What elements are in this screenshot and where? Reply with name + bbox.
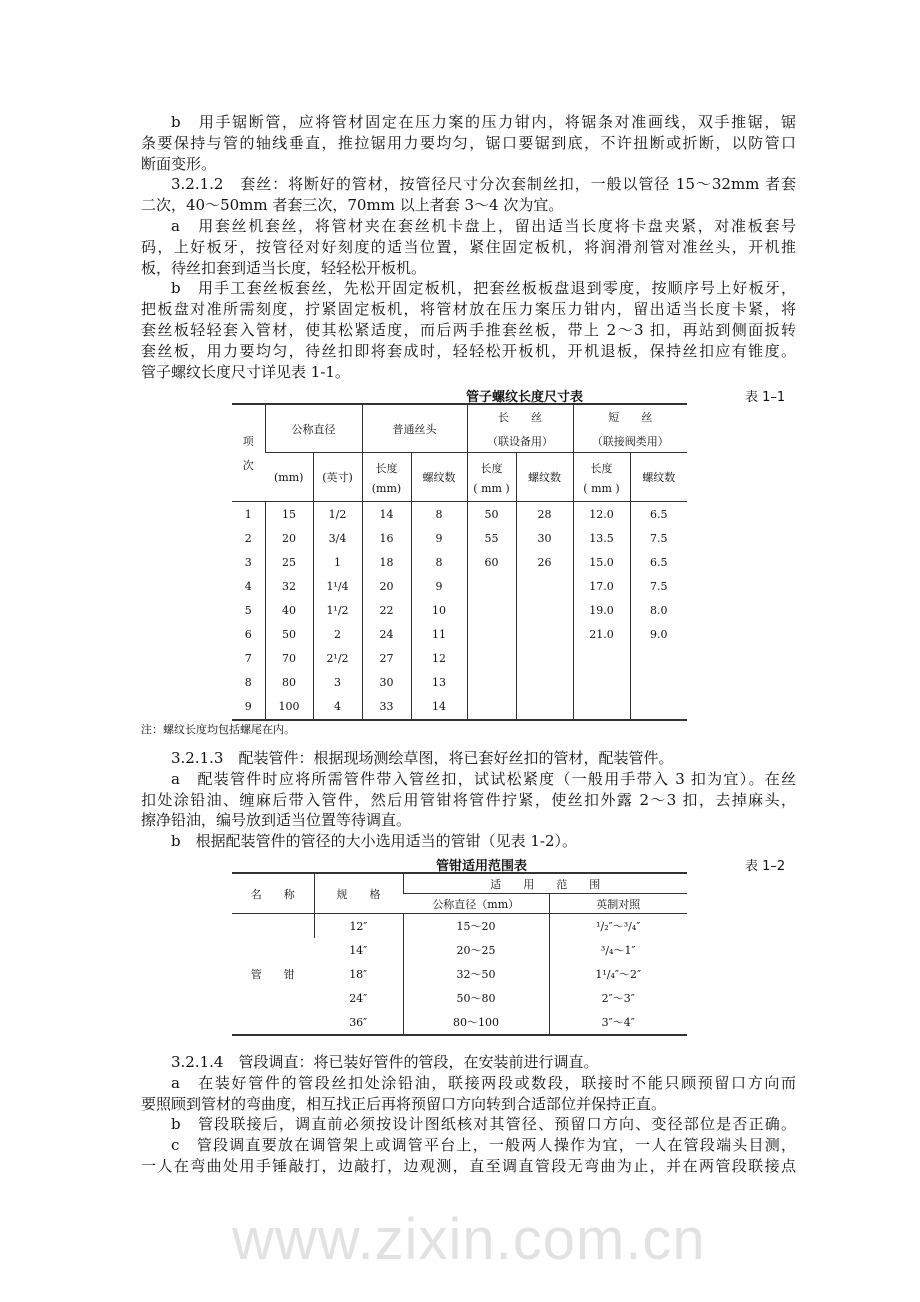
table-cell: 20 bbox=[265, 526, 313, 550]
table-cell: 27 bbox=[362, 647, 411, 671]
text-line: 二次，40～50mm 者套三次，70mm 以上者套 3～4 次为宜。 bbox=[141, 196, 564, 215]
table-cell: 100 bbox=[265, 695, 313, 720]
table-cell: 8 bbox=[411, 502, 467, 527]
text-line: b 用手工套丝板套丝，先松开固定板机，把套丝板板盘退到零度，按顺序号上好板牙， bbox=[171, 279, 796, 298]
table-row bbox=[232, 695, 687, 720]
table-cell bbox=[467, 695, 516, 720]
table-cell bbox=[467, 671, 516, 695]
table-cell: 50～80 bbox=[403, 986, 549, 1010]
table-cell: 50 bbox=[467, 502, 516, 527]
tool-name: 管 钳 bbox=[232, 914, 314, 1036]
header-name: 名 称 bbox=[232, 873, 314, 914]
table-cell: 28 bbox=[516, 502, 573, 527]
header-long-thread bbox=[467, 404, 573, 453]
table-row bbox=[232, 647, 687, 671]
header-spec: 规 格 bbox=[314, 873, 403, 914]
header-long-label: 长 丝 bbox=[498, 410, 542, 424]
text-line: 3.2.1.2 套丝：将断好的管材，按管径尺寸分次套制丝扣，一般以管径 15～32mm 者套 bbox=[171, 175, 796, 194]
header-item bbox=[232, 404, 265, 502]
text-line: 套丝板，用力要均匀，待丝扣即将套成时，轻轻松开板机，开机退板，保持丝扣应有锥度。 bbox=[141, 341, 796, 360]
table-cell bbox=[516, 671, 573, 695]
text-line: 码，上好板牙，按管径对好刻度的适当位置，紧住固定板机，将润滑剂管对准丝头，开机推 bbox=[141, 237, 796, 256]
table-cell bbox=[630, 671, 687, 695]
table-cell: 17.0 bbox=[573, 574, 630, 598]
header-length-label: 长度 bbox=[375, 461, 398, 475]
table-2-title: 管钳适用范围表 bbox=[436, 859, 528, 874]
table-cell bbox=[467, 598, 516, 622]
table-row bbox=[232, 526, 687, 550]
text-line: a 在装好管件的管段丝扣处涂铅油，联接两段或数段，联接时不能只顾预留口方向而 bbox=[171, 1073, 796, 1092]
table-cell: 6 bbox=[244, 628, 252, 642]
table-cell: 2¹/2 bbox=[313, 647, 362, 671]
header-threads: 螺纹数 bbox=[630, 453, 687, 502]
table-cell: 55 bbox=[467, 526, 516, 550]
table-cell bbox=[630, 647, 687, 671]
header-length bbox=[362, 453, 411, 502]
text-line: 擦净铅油，编号放到适当位置等待调直。 bbox=[141, 811, 412, 830]
table-cell: 7 bbox=[244, 652, 252, 666]
header-short-sub: （联接阀类用） bbox=[591, 434, 669, 448]
table-2-number: 表 1–2 bbox=[745, 859, 786, 874]
table-cell: 25 bbox=[265, 550, 313, 574]
table-cell: 21.0 bbox=[573, 622, 630, 646]
text-line: a 配装管件时应将所需管件带入管丝扣，试试松紧度（一般用手带入 3 扣为宜）。在丝 bbox=[171, 769, 796, 788]
pipe-wrench-table bbox=[232, 872, 687, 1036]
table-cell: 24″ bbox=[349, 991, 368, 1005]
header-threads: 螺纹数 bbox=[411, 453, 467, 502]
header-long-sub: （联设备用） bbox=[487, 434, 553, 448]
header-length-unit: ( mm ) bbox=[583, 481, 620, 495]
table-cell: 33 bbox=[362, 695, 411, 720]
table-cell bbox=[516, 574, 573, 598]
text-line: 扣处涂铅油、缠麻后带入管件，然后用管钳将管件拧紧，使丝扣外露 2～3 扣，去掉麻头， bbox=[141, 790, 796, 809]
table-cell: 18″ bbox=[349, 967, 368, 981]
table-cell bbox=[467, 647, 516, 671]
table-1-number: 表 1–1 bbox=[745, 390, 786, 405]
text-line: 套丝板轻轻套入管材，使其松紧适度，而后两手推套丝板，带上 2～3 扣，再站到侧面扳转 bbox=[141, 320, 796, 339]
table-cell: 20 bbox=[362, 574, 411, 598]
table-cell: 7.5 bbox=[630, 526, 687, 550]
header-length-unit: (mm) bbox=[371, 481, 402, 495]
table-cell: ³/₄～1″ bbox=[549, 938, 687, 962]
header-nominal-diameter: 公称直径 bbox=[265, 404, 362, 453]
table-cell: 70 bbox=[265, 647, 313, 671]
table-cell: 3″～4″ bbox=[549, 1010, 687, 1035]
table-cell bbox=[516, 695, 573, 720]
table-cell: 1 bbox=[313, 550, 362, 574]
text-line: 把板盘对准所需刻度，拧紧固定板机，将管材放在压力案压力钳内，留出适当长度卡紧，将 bbox=[141, 300, 796, 319]
header-range: 适 用 范 围 bbox=[403, 873, 687, 894]
table-cell: 3 bbox=[313, 671, 362, 695]
table-cell: 1/2 bbox=[313, 502, 362, 527]
table-cell: 2 bbox=[244, 531, 252, 545]
table-cell: 80～100 bbox=[403, 1010, 549, 1035]
table-cell: 32～50 bbox=[403, 962, 549, 986]
table-cell: 8 bbox=[244, 676, 252, 690]
table-cell: 1¹/4 bbox=[313, 574, 362, 598]
table-row bbox=[232, 502, 687, 527]
header-imperial: 英制对照 bbox=[549, 894, 687, 914]
table-row bbox=[232, 671, 687, 695]
text-line: 断面变形。 bbox=[141, 154, 217, 173]
table-cell: 7.5 bbox=[630, 574, 687, 598]
table-cell: 12.0 bbox=[573, 502, 630, 527]
table-row bbox=[232, 598, 687, 622]
table-cell: 36″ bbox=[314, 1010, 403, 1035]
table-cell bbox=[467, 574, 516, 598]
header-threads: 螺纹数 bbox=[516, 453, 573, 502]
header-mm: (mm) bbox=[265, 453, 313, 502]
table-cell: ¹/₂″～³/₄″ bbox=[549, 914, 687, 939]
table-1-title: 管子螺纹长度尺寸表 bbox=[466, 390, 584, 405]
text-line: 3.2.1.4 管段调直：将已装好管件的管段，在安装前进行调直。 bbox=[171, 1053, 599, 1071]
table-cell: 13 bbox=[411, 671, 467, 695]
table-cell: 4 bbox=[313, 695, 362, 720]
table-cell bbox=[630, 695, 687, 720]
text-line: 管子螺纹长度尺寸详见表 1-1。 bbox=[141, 362, 350, 381]
table-row bbox=[232, 550, 687, 574]
header-inch: (英寸) bbox=[313, 453, 362, 502]
text-line: 条要保持与管的轴线垂直，推拉锯用力要均匀，锯口要锯到底，不许扭断或折断，以防管口 bbox=[141, 133, 796, 152]
section-cutting-threading bbox=[141, 112, 796, 382]
table-cell: 6.5 bbox=[630, 502, 687, 527]
table-cell: 15～20 bbox=[403, 914, 549, 939]
table-cell: 2 bbox=[313, 622, 362, 646]
table-cell: 1¹/₄″～2″ bbox=[549, 962, 687, 986]
table-cell: 2″～3″ bbox=[549, 986, 687, 1010]
text-line: b 根据配装管件的管径的大小选用适当的管钳（见表 1-2）。 bbox=[171, 832, 578, 851]
table-cell: 30 bbox=[362, 671, 411, 695]
table-cell: 3/4 bbox=[313, 526, 362, 550]
table-cell: 13.5 bbox=[573, 526, 630, 550]
table-cell: 9.0 bbox=[630, 622, 687, 646]
table-cell: 12″ bbox=[314, 914, 403, 939]
table-cell bbox=[516, 622, 573, 646]
header-length-label: 长度 bbox=[590, 461, 613, 475]
header-item-char: 次 bbox=[242, 459, 254, 472]
thread-length-table bbox=[232, 403, 687, 721]
table-cell: 14″ bbox=[349, 943, 368, 957]
section-fitting-assembly bbox=[141, 748, 796, 852]
table-cell: 15 bbox=[265, 502, 313, 527]
table-cell: 10 bbox=[411, 598, 467, 622]
table-cell: 1 bbox=[244, 507, 252, 521]
table-cell bbox=[467, 622, 516, 646]
table-cell: 9 bbox=[411, 526, 467, 550]
table-cell: 1¹/2 bbox=[313, 598, 362, 622]
table-cell: 20～25 bbox=[403, 938, 549, 962]
table-cell: 14 bbox=[362, 502, 411, 527]
table-cell: 30 bbox=[516, 526, 573, 550]
table-cell bbox=[516, 647, 573, 671]
table-1-note: 注：螺纹长度均包括螺尾在内。 bbox=[141, 723, 295, 736]
text-line: 3.2.1.3 配装管件：根据现场测绘草图，将已套好丝扣的管材，配装管件。 bbox=[171, 749, 674, 767]
table-cell bbox=[573, 647, 630, 671]
table-cell: 16 bbox=[362, 526, 411, 550]
table-row bbox=[232, 914, 687, 939]
table-row bbox=[232, 622, 687, 646]
table-cell: 6.5 bbox=[630, 550, 687, 574]
header-length bbox=[573, 453, 630, 502]
header-length-unit: ( mm ) bbox=[473, 481, 510, 495]
table-cell: 14 bbox=[411, 695, 467, 720]
table-row bbox=[232, 574, 687, 598]
table-cell: 8.0 bbox=[630, 598, 687, 622]
text-line: a 用套丝机套丝，将管材夹在套丝机卡盘上，留出适当长度将卡盘夹紧，对准板套号 bbox=[171, 216, 796, 235]
text-line: 板，待丝扣套到适当长度，轻轻松开板机。 bbox=[141, 258, 427, 277]
table-cell: 24 bbox=[362, 622, 411, 646]
table-cell: 50 bbox=[265, 622, 313, 646]
text-line: b 用手锯断管，应将管材固定在压力案的压力钳内，将锯条对准画线，双手推锯，锯 bbox=[171, 113, 796, 131]
table-cell: 19.0 bbox=[573, 598, 630, 622]
header-length bbox=[467, 453, 516, 502]
text-line: 一人在弯曲处用手锤敲打，边敲打，边观测，直至调直管段无弯曲为止，并在两管段联接点 bbox=[141, 1156, 796, 1175]
table-cell bbox=[573, 671, 630, 695]
header-item-char: 项 bbox=[242, 435, 254, 448]
table-cell: 5 bbox=[244, 603, 252, 617]
table-cell: 18 bbox=[362, 550, 411, 574]
table-cell: 22 bbox=[362, 598, 411, 622]
table-cell bbox=[573, 695, 630, 720]
watermark: www.zixin.com.cn bbox=[232, 1207, 706, 1272]
table-cell: 9 bbox=[232, 695, 265, 720]
header-short-label: 短 丝 bbox=[608, 410, 653, 424]
table-cell bbox=[516, 598, 573, 622]
table-cell: 9 bbox=[411, 574, 467, 598]
table-cell: 4 bbox=[244, 579, 252, 593]
text-line: b 管段联接后，调直前必须按设计图纸核对其管径、预留口方向、变径部位是否正确。 bbox=[171, 1115, 796, 1134]
section-straightening bbox=[141, 1052, 796, 1177]
header-normal-thread: 普通丝头 bbox=[362, 404, 467, 453]
header-length-label: 长度 bbox=[480, 461, 503, 475]
table-cell: 12 bbox=[411, 647, 467, 671]
text-line: c 管段调直要放在调管架上或调管平台上，一般两人操作为宜，一人在管段端头目测， bbox=[171, 1136, 796, 1155]
table-cell: 3 bbox=[244, 555, 252, 569]
header-short-thread bbox=[573, 404, 687, 453]
table-cell: 60 bbox=[467, 550, 516, 574]
text-line: 要照顾到管材的弯曲度，相互找正后再将预留口方向转到合适部位并保持正直。 bbox=[141, 1094, 667, 1113]
table-cell: 40 bbox=[265, 598, 313, 622]
table-cell: 15.0 bbox=[573, 550, 630, 574]
table-cell: 26 bbox=[516, 550, 573, 574]
table-cell: 11 bbox=[411, 622, 467, 646]
table-cell: 8 bbox=[411, 550, 467, 574]
header-nominal-diameter: 公称直径（mm） bbox=[403, 894, 549, 914]
table-cell: 32 bbox=[265, 574, 313, 598]
table-cell: 80 bbox=[265, 671, 313, 695]
